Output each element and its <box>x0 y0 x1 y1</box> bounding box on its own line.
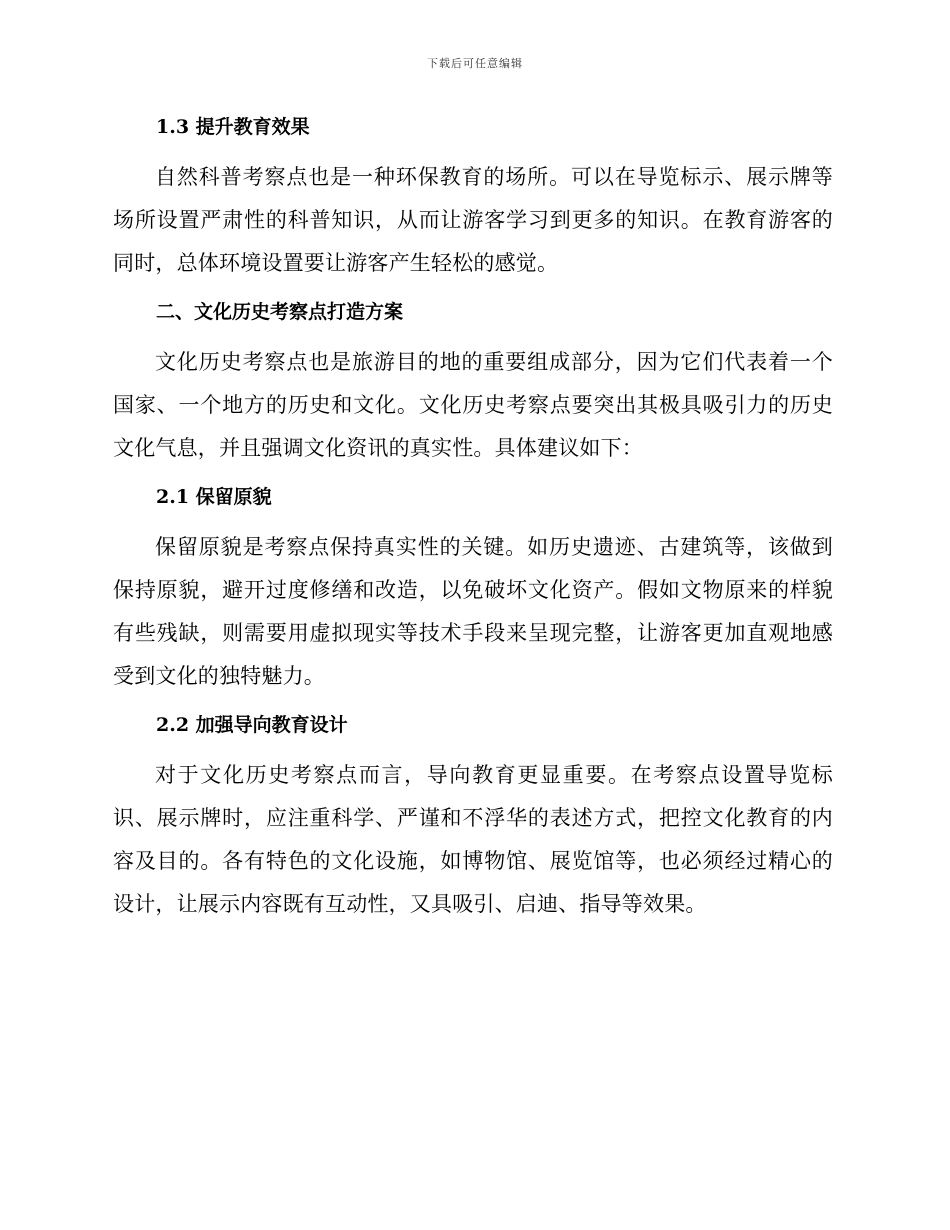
section-heading: 1.3 提升教育效果 <box>156 116 310 138</box>
document-body <box>113 112 833 926</box>
section-paragraph: 自然科普考察点也是一种环保教育的场所。可以在导览标示、展示牌等场所设置严肃性的科普知识，从而让游客学习到更多的知识。在教育游客的同时，总体环境设置要让游客产生轻松的感觉。 <box>113 165 833 275</box>
section-paragraph: 对于文化历史考察点而言，导向教育更显重要。在考察点设置导览标识、展示牌时，应注重科学、严谨和不浮华的表述方式，把控文化教育的内容及目的。各有特色的文化设施，如博物馆、展览馆等，也必须经过精心的设计，让展示内容既有互动性，又具吸引、启迪、指导等效果。 <box>113 763 833 916</box>
section-paragraph: 文化历史考察点也是旅游目的地的重要组成部分，因为它们代表着一个国家、一个地方的历史和文化。文化历史考察点要突出其极具吸引力的历史文化气息，并且强调文化资讯的真实性。具体建议如下： <box>113 350 833 460</box>
section-paragraph: 保留原貌是考察点保持真实性的关键。如历史遗迹、古建筑等，该做到保持原貌，避开过度修缮和改造，以免破坏文化资产。假如文物原来的样貌有些残缺，则需要用虚拟现实等技术手段来呈现完整，让游客更加直观地感受到文化的独特魅力。 <box>113 535 833 688</box>
section-heading: 二、文化历史考察点打造方案 <box>156 301 404 323</box>
section-heading: 2.1 保留原貌 <box>156 486 272 508</box>
section-heading: 2.2 加强导向教育设计 <box>156 714 348 736</box>
header-note: 下载后可任意编辑 <box>427 57 523 70</box>
